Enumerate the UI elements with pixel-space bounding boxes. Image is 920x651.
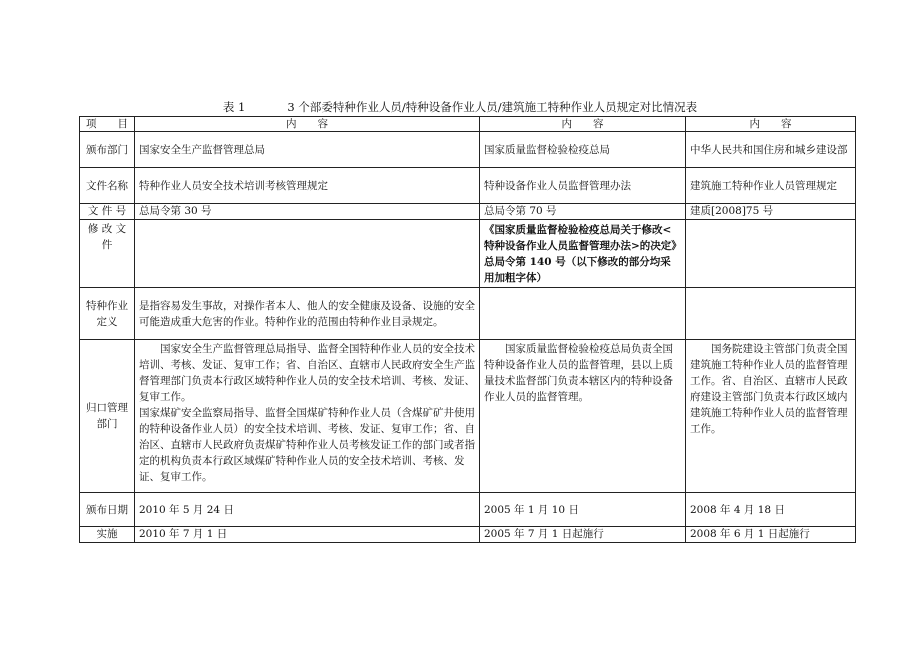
cell: 2010 年 7 月 1 日 bbox=[135, 527, 480, 543]
header-col3: 内 容 bbox=[686, 117, 856, 132]
row-label-amend: 修 改 文 件 bbox=[80, 220, 135, 288]
cell bbox=[135, 220, 480, 288]
comparison-table bbox=[79, 116, 856, 543]
row-label-authority: 归口管理部门 bbox=[80, 340, 135, 493]
cell-amend-doc: 《国家质量监督检验检疫总局关于修改<特种设备作业人员监督管理办法>的决定》总局令第 140 号（以下修改的部分均采用加粗字体） bbox=[480, 220, 686, 288]
cell: 2008 年 6 月 1 日起施行 bbox=[686, 527, 856, 543]
cell: 特种设备作业人员监督管理办法 bbox=[480, 168, 686, 204]
table-row bbox=[80, 288, 856, 340]
table-row bbox=[80, 220, 856, 288]
table-row bbox=[80, 527, 856, 543]
table-row bbox=[80, 340, 856, 493]
table-row bbox=[80, 132, 856, 168]
row-label-doc-no: 文 件 号 bbox=[80, 204, 135, 220]
cell bbox=[686, 288, 856, 340]
row-label-doc-name: 文件名称 bbox=[80, 168, 135, 204]
header-col1: 内 容 bbox=[135, 117, 480, 132]
cell: 国家安全生产监督管理总局 bbox=[135, 132, 480, 168]
paragraph: 国家煤矿安全监察局指导、监督全国煤矿特种作业人员（含煤矿矿井使用的特种设备作业人员）的安全技术培训、考核、发证、复审工作；省、自治区、直辖市人民政府负责煤矿特种作业人员考核发证工作的部门或者指定的机构负责本行政区域煤矿特种作业人员的安全技术培训、考核、发证、复审工作。 bbox=[139, 407, 475, 483]
cell: 是指容易发生事故，对操作者本人、他人的安全健康及设备、设施的安全可能造成重大危害的作业。特种作业的范围由特种作业目录规定。 bbox=[135, 288, 480, 340]
cell bbox=[480, 288, 686, 340]
table-title: 3 个部委特种作业人员/特种设备作业人员/建筑施工特种作业人员规定对比情况表 bbox=[287, 100, 698, 114]
table-caption bbox=[0, 99, 920, 115]
cell: 2005 年 1 月 10 日 bbox=[480, 493, 686, 527]
cell: 国家质量监督检验检疫总局负责全国特种设备作业人员的监督管理，县以上质量技术监督部门负责本辖区内的特种设备作业人员的监督管理。 bbox=[480, 340, 686, 493]
header-item: 项 目 bbox=[80, 117, 135, 132]
cell: 国务院建设主管部门负责全国建筑施工特种作业人员的监督管理工作。省、自治区、直辖市人民政府建设主管部门负责本行政区域内建筑施工特种作业人员的监督管理工作。 bbox=[686, 340, 856, 493]
cell bbox=[686, 220, 856, 288]
cell: 总局令第 70 号 bbox=[480, 204, 686, 220]
table-number: 表 1 bbox=[222, 100, 246, 114]
cell: 特种作业人员安全技术培训考核管理规定 bbox=[135, 168, 480, 204]
cell bbox=[135, 340, 480, 493]
cell: 2005 年 7 月 1 日起施行 bbox=[480, 527, 686, 543]
paragraph: 国家安全生产监督管理总局指导、监督全国特种作业人员的安全技术培训、考核、发证、复审工作；省、自治区、直辖市人民政府安全生产监督管理部门负责本行政区域特种作业人员的安全技术培训、考核、发证、复审工作。 bbox=[139, 343, 475, 403]
row-label-effective: 实施 bbox=[80, 527, 135, 543]
row-label-issue-date: 颁布日期 bbox=[80, 493, 135, 527]
cell: 国家质量监督检验检疫总局 bbox=[480, 132, 686, 168]
row-label-issuer: 颁布部门 bbox=[80, 132, 135, 168]
cell: 建质[2008]75 号 bbox=[686, 204, 856, 220]
table-row bbox=[80, 493, 856, 527]
row-label-definition: 特种作业定义 bbox=[80, 288, 135, 340]
header-row bbox=[80, 117, 856, 132]
table-row bbox=[80, 204, 856, 220]
cell: 2010 年 5 月 24 日 bbox=[135, 493, 480, 527]
cell: 建筑施工特种作业人员管理规定 bbox=[686, 168, 856, 204]
cell: 2008 年 4 月 18 日 bbox=[686, 493, 856, 527]
table-row bbox=[80, 168, 856, 204]
cell: 中华人民共和国住房和城乡建设部 bbox=[686, 132, 856, 168]
cell: 总局令第 30 号 bbox=[135, 204, 480, 220]
header-col2: 内 容 bbox=[480, 117, 686, 132]
